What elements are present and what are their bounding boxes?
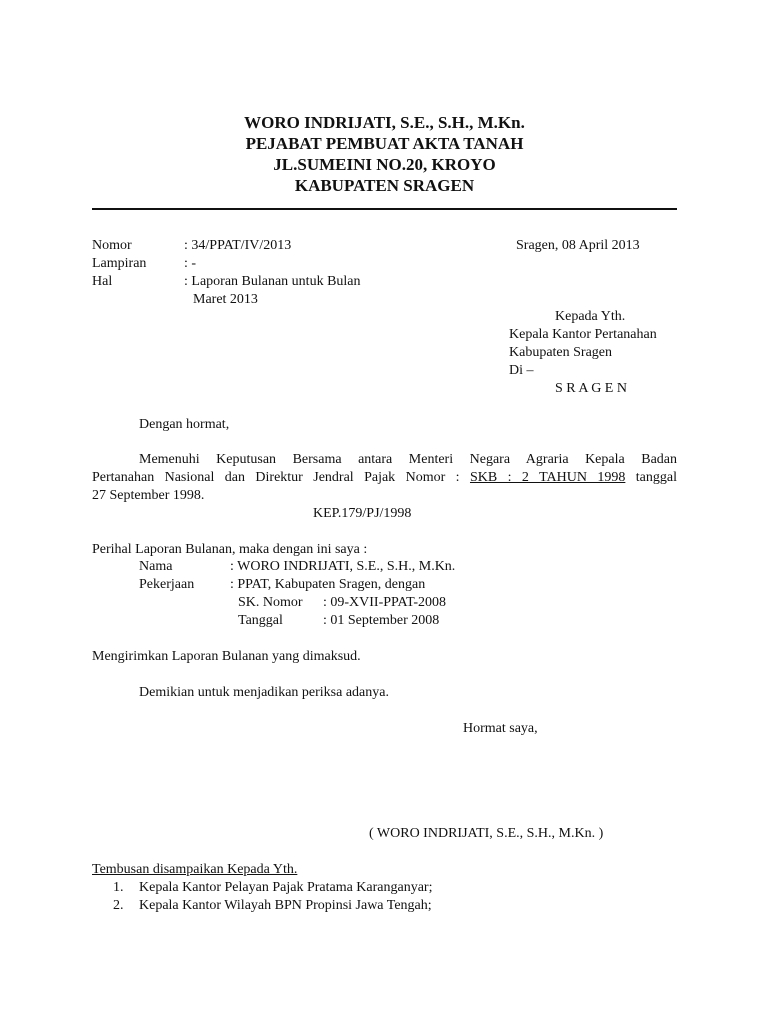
- sk-value: : 09-XVII-PPAT-2008: [323, 595, 447, 610]
- kep-reference: KEP.179/PJ/1998: [313, 506, 412, 521]
- letterhead-name: WORO INDRIJATI, S.E., S.H., M.Kn.: [244, 113, 525, 132]
- cc-item-2-num: 2.: [113, 898, 124, 913]
- cc-heading-text: Tembusan disampaikan Kepada Yth.: [92, 862, 298, 877]
- pekerjaan-label: Pekerjaan: [139, 577, 195, 592]
- hal-label: Hal: [92, 274, 113, 289]
- para1-line2: [92, 469, 677, 487]
- lampiran-label: Lampiran: [92, 256, 147, 271]
- nama-value: : WORO INDRIJATI, S.E., S.H., M.Kn.: [230, 559, 456, 574]
- recipient-line3: Kabupaten Sragen: [509, 345, 613, 360]
- hal-value-line1: : Laporan Bulanan untuk Bulan: [184, 274, 361, 289]
- recipient-line5: S R A G E N: [555, 381, 627, 396]
- letterhead-regency: KABUPATEN SRAGEN: [294, 176, 475, 195]
- perihal-line: Perihal Laporan Bulanan, maka dengan ini saya :: [92, 542, 368, 557]
- place-date: Sragen, 08 April 2013: [516, 238, 640, 253]
- salutation: Dengan hormat,: [139, 417, 230, 432]
- tanggal-value: : 01 September 2008: [323, 613, 440, 628]
- closing: Hormat saya,: [463, 721, 538, 736]
- recipient-line2: Kepala Kantor Pertanahan: [509, 327, 657, 342]
- para1-line1: Memenuhi Keputusan Bersama antara Menteri Negara Agraria Kepala Badan: [139, 452, 677, 467]
- recipient-line4: Di –: [509, 363, 534, 378]
- letterhead-divider: [92, 208, 677, 210]
- letterhead-address: JL.SUMEINI NO.20, KROYO: [273, 155, 496, 174]
- nomor-value: : 34/PPAT/IV/2013: [184, 238, 292, 253]
- cc-item-2: Kepala Kantor Wilayah BPN Propinsi Jawa Tengah;: [139, 898, 432, 913]
- cc-item-1: Kepala Kantor Pelayan Pajak Pratama Karanganyar;: [139, 880, 433, 895]
- lampiran-value: : -: [184, 256, 197, 271]
- para1-line3: 27 September 1998.: [92, 488, 205, 503]
- cc-heading: [92, 861, 297, 879]
- nomor-label: Nomor: [92, 238, 132, 253]
- nama-label: Nama: [139, 559, 173, 574]
- para1-line2-b: tanggal: [635, 470, 678, 485]
- para1-line2-a: Pertanahan Nasional dan Direktur Jendral Pajak Nomor :: [92, 470, 460, 485]
- pekerjaan-value: : PPAT, Kabupaten Sragen, dengan: [230, 577, 426, 592]
- signatory-name: ( WORO INDRIJATI, S.E., S.H., M.Kn. ): [369, 826, 604, 841]
- demikian-line: Demikian untuk menjadikan periksa adanya.: [139, 685, 389, 700]
- skb-reference: SKB : 2 TAHUN 1998: [469, 470, 626, 485]
- tanggal-label: Tanggal: [238, 613, 283, 628]
- sk-label: SK. Nomor: [238, 595, 303, 610]
- paragraph-1: [92, 451, 677, 505]
- recipient-line1: Kepada Yth.: [555, 309, 626, 324]
- cc-item-1-num: 1.: [113, 880, 124, 895]
- letterhead-position: PEJABAT PEMBUAT AKTA TANAH: [245, 134, 524, 153]
- mengirimkan-line: Mengirimkan Laporan Bulanan yang dimaksud.: [92, 649, 361, 664]
- hal-value-line2: Maret 2013: [193, 292, 258, 307]
